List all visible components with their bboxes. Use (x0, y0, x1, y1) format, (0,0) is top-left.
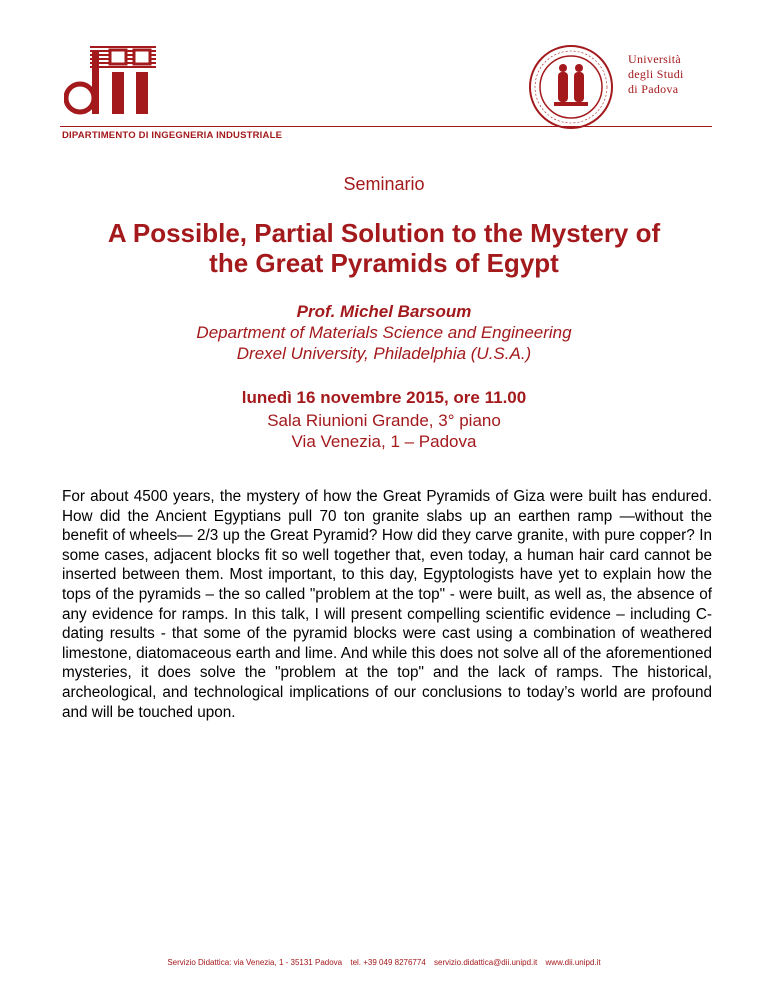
abstract-text: For about 4500 years, the mystery of how the Great Pyramids of Giza were built has endured. How did the Ancient Egyptians pull 70 ton granite slabs up an earthen ramp —without the benefit of wheels— 2/3 up the Great Pyramid? How did they carve granite, with pure copper? In some cases, adjacent blocks fit so well together that, even today, a human hair card cannot be inserted between them. Most important, to this day, Egyptologists have yet to explain how the tops of the pyramids – the so called "problem at the top" - were built, as well as, the absence of any evidence for ramps. In this talk, I will present compelling scientific evidence – including C-dating results - that some of the pyramid blocks were cast using a combination of weathered limestone, diatomaceous earth and lime. And while this does not solve all of the aforementioned mysteries, it does solve the "problem at the top" and the lack of ramps. The historical, archeological, and technological implications of our conclusions to today’s world are profound and will be touched upon. (62, 488, 712, 721)
university-name (628, 52, 684, 97)
title-line2: the Great Pyramids of Egypt (209, 248, 559, 278)
footer-office: Servizio Didattica: via Venezia, 1 - 35131 Padova (167, 958, 343, 967)
seminar-title (0, 218, 768, 278)
footer (0, 958, 768, 967)
affiliation-line2: Drexel University, Philadelphia (U.S.A.) (236, 344, 532, 363)
university-seal (528, 44, 614, 130)
event-room: Sala Riunioni Grande, 3° piano (267, 411, 501, 430)
affiliation-line1: Department of Materials Science and Engineering (196, 323, 572, 342)
university-name-line2: degli Studi (628, 67, 684, 81)
event-location (0, 410, 768, 452)
header-divider (60, 126, 712, 127)
speaker-name: Prof. Michel Barsoum (296, 302, 472, 321)
footer-email[interactable]: servizio.didattica@dii.unipd.it (434, 958, 538, 967)
dii-logo (64, 46, 156, 116)
event-type: Seminario (343, 174, 425, 194)
footer-website[interactable]: www.dii.unipd.it (545, 958, 601, 967)
university-name-line1: Università (628, 52, 681, 66)
speaker-affiliation (0, 322, 768, 364)
university-name-line3: di Padova (628, 82, 679, 96)
footer-phone: tel. +39 049 8276774 (350, 958, 426, 967)
event-address: Via Venezia, 1 – Padova (291, 432, 477, 451)
event-date: lunedì 16 novembre 2015, ore 11.00 (241, 388, 527, 407)
title-line1: A Possible, Partial Solution to the Mystery of (107, 218, 661, 248)
department-name: DIPARTIMENTO DI INGEGNERIA INDUSTRIALE (62, 130, 283, 141)
